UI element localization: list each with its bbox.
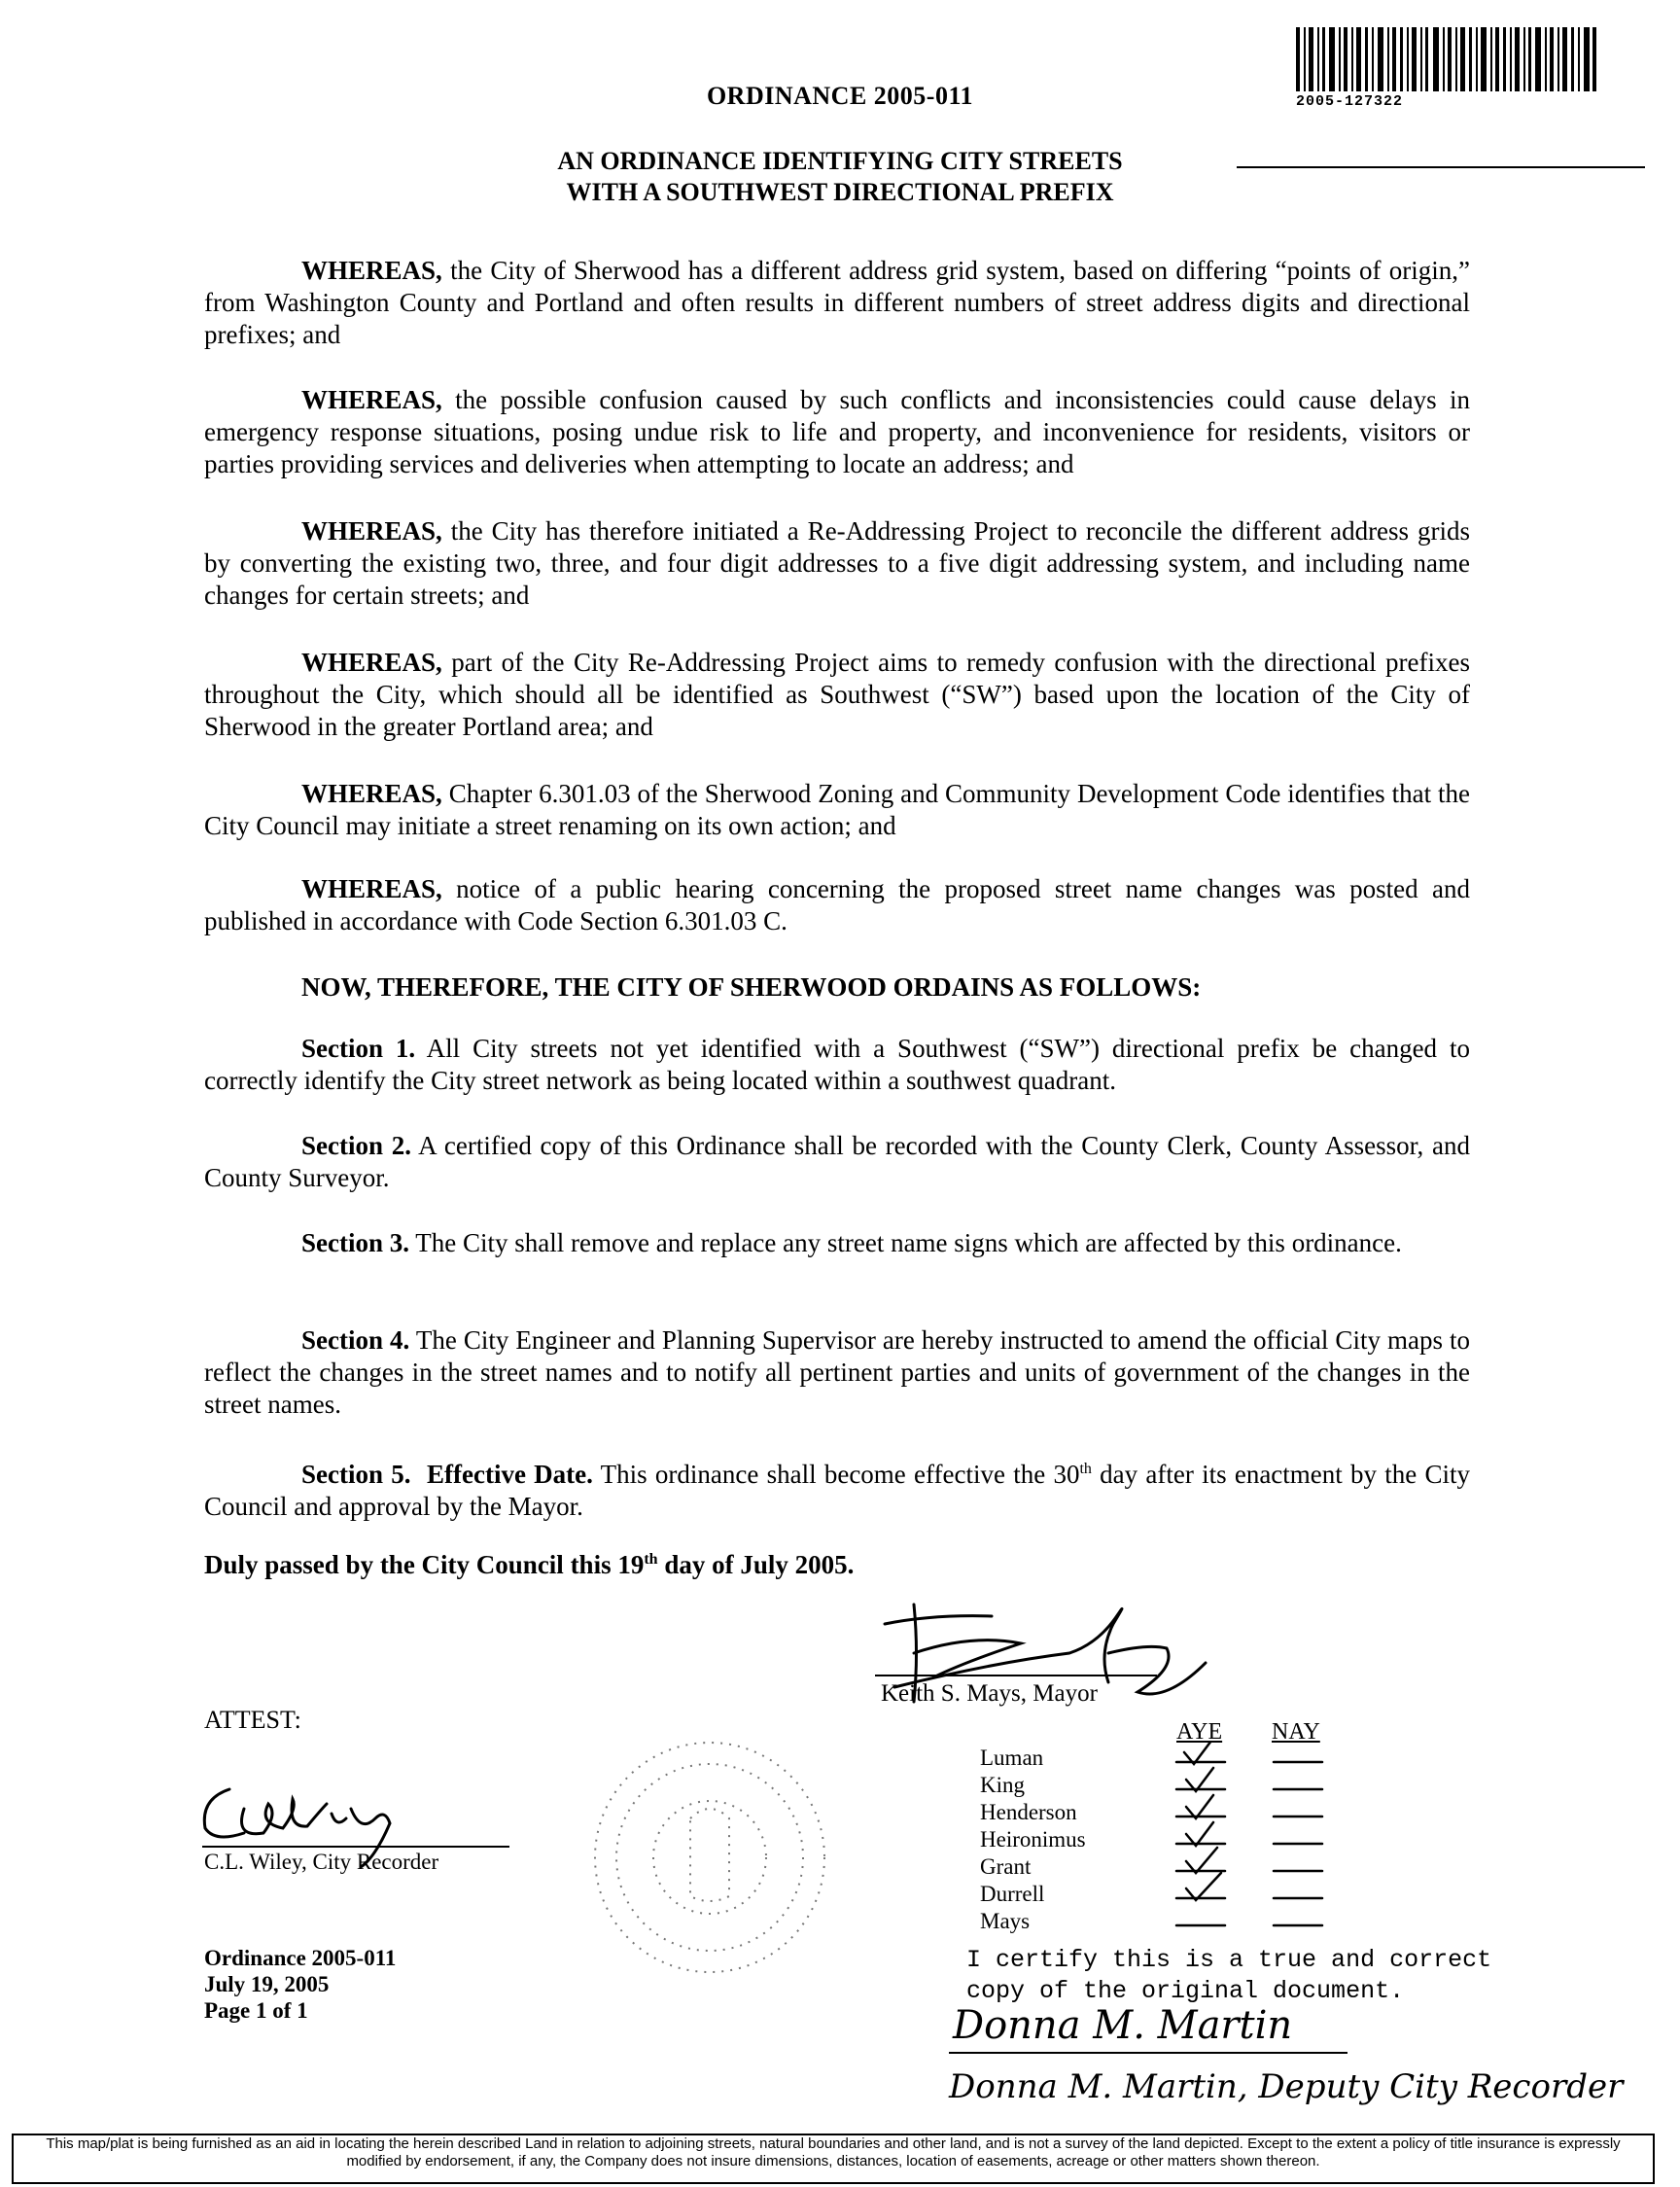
section-3: Section 3. The City shall remove and replace any street name signs which are affected by this ordinance. — [301, 1228, 1402, 1257]
certification-stamp — [966, 1945, 1491, 2007]
whereas-1: WHEREAS, the City of Sherwood has a different address grid system, based on differing “points of origin,” from Washington County and Portland and often results in different numbers of street address digits and directional prefixes; and — [204, 256, 1470, 349]
council-votes — [980, 1745, 1086, 1935]
city-seal-icon — [564, 1731, 856, 1984]
ordinance-subtitle — [0, 146, 1680, 208]
section-1: Section 1. All City streets not yet identified with a Southwest (“SW”) directional prefix be changed to correctly identify the City street network as being located within a southwest quadrant. — [204, 1034, 1470, 1095]
whereas-4: WHEREAS, part of the City Re-Addressing Project aims to remedy confusion with the directional prefixes throughout the City, which should all be identified as Southwest (“SW”) based upon the location of the City of Sherwood in the greater Portland area; and — [204, 648, 1470, 741]
whereas-3: WHEREAS, the City has therefore initiated a Re-Addressing Project to reconcile the different address grids by converting the existing two, three, and four digit addresses to a five digit addressing system, and including name changes for certain streets; and — [204, 516, 1470, 610]
certify-line-1: I certify this is a true and correct — [966, 1946, 1492, 1974]
whereas-6: WHEREAS, notice of a public hearing concerning the proposed street name changes was posted and published in accordance with Code Section 6.301.03 C. — [204, 874, 1470, 935]
subtitle-line-1: AN ORDINANCE IDENTIFYING CITY STREETS — [557, 147, 1123, 175]
vote-member: Heironimus — [980, 1827, 1086, 1852]
whereas-5: WHEREAS, Chapter 6.301.03 of the Sherwood Zoning and Community Development Code identifies that the City Council may initiate a street renaming on its own action; and — [204, 779, 1470, 840]
subtitle-line-2: WITH A SOUTHWEST DIRECTIONAL PREFIX — [566, 178, 1114, 206]
vote-member: Henderson — [980, 1800, 1077, 1824]
vote-member: Durrell — [980, 1882, 1045, 1906]
vote-member: Luman — [980, 1746, 1044, 1770]
recorder-name: C.L. Wiley, City Recorder — [204, 1850, 439, 1874]
aye-label: AYE — [1176, 1719, 1223, 1745]
vote-member: Mays — [980, 1909, 1031, 1933]
section-5: Section 5. Effective Date. This ordinance shall become effective the 30th day after its enactment by the City Council and approval by the Mayor. — [204, 1460, 1471, 1521]
ordains-heading: NOW, THEREFORE, THE CITY OF SHERWOOD ORDAINS AS FOLLOWS: — [301, 972, 1202, 1002]
certify-line-2: copy of the original document. — [966, 1977, 1405, 2005]
ordinance-title: ORDINANCE 2005-011 — [706, 82, 974, 110]
nay-label: NAY — [1272, 1719, 1320, 1745]
deputy-title: Donna M. Martin, Deputy City Recorder — [949, 2067, 1624, 2106]
attest-label: ATTEST: — [204, 1706, 301, 1734]
ordinance-ref-page: Page 1 of 1 — [204, 1998, 308, 2023]
ordinance-ref-date: July 19, 2005 — [204, 1972, 330, 1996]
vote-member: Grant — [980, 1854, 1032, 1879]
recorder-signature-line — [202, 1846, 509, 1848]
barcode-number: 2005-127322 — [1296, 93, 1404, 110]
section-2: Section 2. A certified copy of this Ordinance shall be recorded with the County Clerk, County Assessor, and County Surveyor. — [204, 1131, 1470, 1192]
ordinance-ref-number: Ordinance 2005-011 — [204, 1946, 397, 1970]
deputy-signature: Donna M. Martin — [953, 2003, 1293, 2048]
vote-tally-marks — [1167, 1741, 1332, 1935]
vote-member: King — [980, 1773, 1025, 1797]
mayor-signature-line — [875, 1675, 1157, 1676]
subtitle-rule — [1237, 165, 1645, 169]
title-insurance-disclaimer: This map/plat is being furnished as an aid in locating the herein described Land in relation to adjoining streets, natural boundaries and other land, and is not a survey of the land depicted. Except to the extent a policy of title insurance is expressly modified by endorsement, if any, the Company does not insure dimensions, distances, location of easements, acreage or other matters shown thereon. — [12, 2134, 1655, 2184]
ordinance-reference — [204, 1945, 396, 2024]
deputy-signature-line — [949, 2052, 1348, 2054]
duly-passed: Duly passed by the City Council this 19th day of July 2005. — [204, 1550, 855, 1579]
mayor-name: Keith S. Mays, Mayor — [881, 1680, 1098, 1707]
barcode — [1296, 27, 1597, 91]
whereas-2: WHEREAS, the possible confusion caused by such conflicts and inconsistencies could cause delays in emergency response situations, posing undue risk to life and property, and inconvenience for residents, visitors or parties providing services and deliveries when attempting to locate an address; and — [204, 385, 1470, 478]
section-4: Section 4. The City Engineer and Planning Supervisor are hereby instructed to amend the official City maps to reflect the changes in the street names and to notify all pertinent parties and units of government of the changes in the street names. — [204, 1325, 1471, 1419]
